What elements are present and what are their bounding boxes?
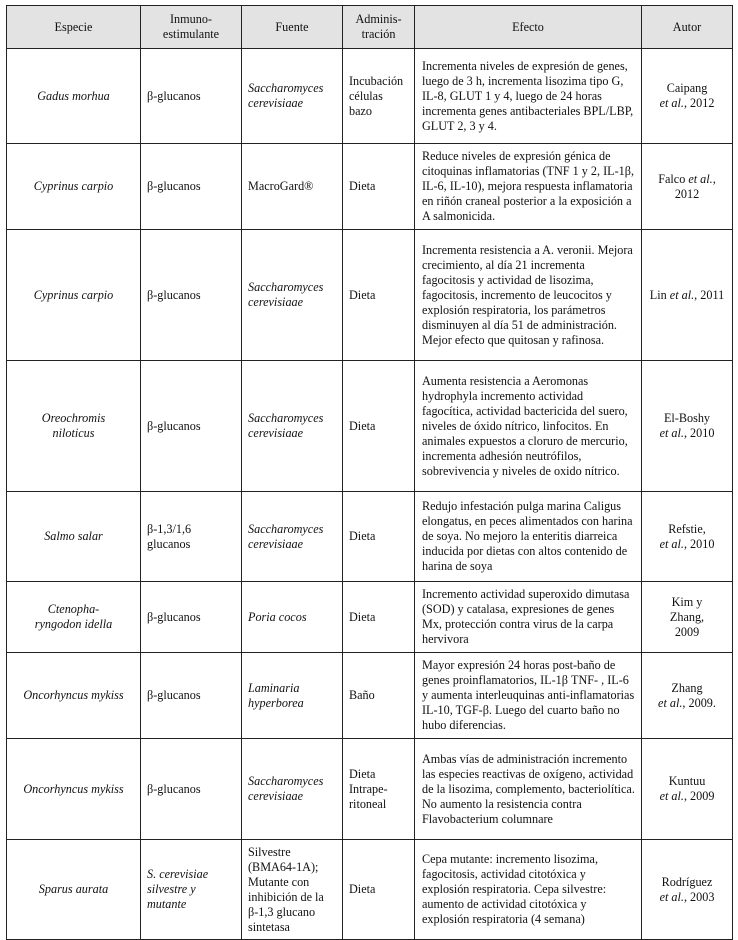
cell-fuente: Saccharomyces cerevisiaae <box>242 230 343 361</box>
cell-administracion: Dieta <box>343 582 415 653</box>
cell-especie: Salmo salar <box>7 492 141 582</box>
cell-efecto: Incrementa resistencia a A. veronii. Mejora crecimiento, al día 21 incrementa fagocitosis y actividad de lisozima, fagocitosis, incremento de leucocitos y explosión respiratoria, los parámetros disminuyen al día 51 de administración. Mejor efecto que quitosan y rafinosa. <box>415 230 642 361</box>
author-name: Zhang <box>671 680 703 695</box>
header-fuente: Fuente <box>242 6 343 49</box>
author-et-al: et al. <box>659 789 684 803</box>
cell-especie: Gadus morhua <box>7 49 141 144</box>
cell-inmunoestimulante: β-glucanos <box>141 361 242 492</box>
author-et-al: et al. <box>659 96 684 110</box>
table-row <box>7 361 733 492</box>
header-autor: Autor <box>642 6 733 49</box>
author-name: Falco <box>658 171 686 186</box>
author-name: Refstie, <box>668 521 706 536</box>
cell-especie: Ctenopha- ryngodon idella <box>7 582 141 653</box>
cell-inmunoestimulante: β-glucanos <box>141 230 242 361</box>
cell-especie: Oncorhyncus mykiss <box>7 653 141 739</box>
author-et-al: et al. <box>658 695 683 710</box>
table-row <box>7 739 733 840</box>
cell-administracion: Dieta <box>343 840 415 940</box>
author-year: , 2003 <box>683 889 715 904</box>
cell-efecto: Cepa mutante: incremento lisozima, fagocitosis, actividad citotóxica y explosión respiratoria. Cepa silvestre: aumento de actividad citotóxica y explosión respiratoria (4 semana) <box>415 840 642 940</box>
author-et-al: et al. <box>659 426 684 440</box>
header-especie: Especie <box>7 6 141 49</box>
cell-fuente: Saccharomyces cerevisiaae <box>242 739 343 840</box>
cell-autor <box>642 840 733 940</box>
cell-autor <box>642 739 733 840</box>
cell-administracion: Dieta <box>343 230 415 361</box>
cell-fuente: Saccharomyces cerevisiaae <box>242 361 343 492</box>
cell-fuente: Saccharomyces cerevisiaae <box>242 492 343 582</box>
cell-efecto: Ambas vías de administración incremento las especies reactivas de oxígeno, actividad de la lisozima, complemento, bacteriolítica. No aumento la resistencia contra Flavobacterium columnare <box>415 739 642 840</box>
author-et-al: et al. <box>659 536 684 551</box>
cell-inmunoestimulante: β-glucanos <box>141 49 242 144</box>
author-et-al: et al. <box>688 171 713 186</box>
table-row <box>7 49 733 144</box>
cell-autor <box>642 49 733 144</box>
table-row <box>7 144 733 230</box>
header-efecto: Efecto <box>415 6 642 49</box>
author-year: , 2009. <box>682 695 716 710</box>
author-year: , 2010 <box>683 536 715 551</box>
cell-especie: Cyprinus carpio <box>7 230 141 361</box>
cell-especie: Cyprinus carpio <box>7 144 141 230</box>
table-row <box>7 492 733 582</box>
cell-efecto: Incrementa niveles de expresión de genes, luego de 3 h, incrementa lisozima tipo G, IL-8, GLUT 1 y 4, luego de 24 horas incrementa genes antibacteriales BPL/LBP, GLUT 2, 3 y 4. <box>415 49 642 144</box>
cell-fuente: Saccharomyces cerevisiaae <box>242 49 343 144</box>
author-name: Kuntuu <box>668 774 706 788</box>
cell-fuente: Poria cocos <box>242 582 343 653</box>
cell-administracion: Dieta <box>343 361 415 492</box>
author-name: Lin <box>649 287 667 302</box>
cell-autor <box>642 144 733 230</box>
cell-fuente: Laminaria hyperborea <box>242 653 343 739</box>
table-row <box>7 840 733 940</box>
cell-efecto: Mayor expresión 24 horas post-baño de genes proinflamatorios, IL-1β TNF- , IL-6 y aumenta interleuquinas anti-inflamatorias IL-10, TGF-β. Luego del cuarto baño no hubo diferencias. <box>415 653 642 739</box>
cell-inmunoestimulante: β-glucanos <box>141 739 242 840</box>
cell-autor <box>642 230 733 361</box>
header-administracion: Adminis- tración <box>343 6 415 49</box>
cell-efecto: Reduce niveles de expresión génica de citoquinas inflamatorias (TNF 1 y 2, IL-1β, IL-6, IL-10), mejora respuesta inflamatoria en riñón craneal posterior a la exposición a A salmonicida. <box>415 144 642 230</box>
author-year: , 2012 <box>674 171 716 201</box>
immunostimulant-table <box>6 5 733 940</box>
cell-autor <box>642 361 733 492</box>
author-year: , 2010 <box>683 426 715 440</box>
cell-fuente: Silvestre (BMA64-1A); Mutante con inhibición de la β-1,3 glucano sintetasa <box>242 840 343 940</box>
cell-inmunoestimulante: β-glucanos <box>141 653 242 739</box>
author-year: , 2011 <box>694 287 725 302</box>
author-name: El-Boshy <box>663 411 711 425</box>
cell-administracion: Incubación células bazo <box>343 49 415 144</box>
cell-especie: Sparus aurata <box>7 840 141 940</box>
cell-efecto: Aumenta resistencia a Aeromonas hydrophyla incremento actividad fagocítica, actividad bactericida del suero, niveles de óxido nítrico, linfocitos. En animales expuestos a cloruro de mercurio, incrementa adhesión neutrófilos, sobrevivencia y niveles de oxido nítrico. <box>415 361 642 492</box>
author-name: Caipang <box>666 81 708 95</box>
cell-especie: Oncorhyncus mykiss <box>7 739 141 840</box>
author-et-al: et al. <box>659 889 684 904</box>
cell-autor <box>642 653 733 739</box>
cell-administracion: Baño <box>343 653 415 739</box>
author-year: , 2009 <box>683 789 715 803</box>
table-row <box>7 230 733 361</box>
cell-especie: Oreochromis niloticus <box>7 361 141 492</box>
cell-inmunoestimulante: β-glucanos <box>141 144 242 230</box>
table-row <box>7 582 733 653</box>
table-row <box>7 653 733 739</box>
header-inmunoestimulante: Inmuno- estimulante <box>141 6 242 49</box>
cell-inmunoestimulante: β-glucanos <box>141 582 242 653</box>
cell-efecto: Incremento actividad superoxido dimutasa (SOD) y catalasa, expresiones de genes Mx, protección contra virus de la carpa hervivora <box>415 582 642 653</box>
cell-fuente: MacroGard® <box>242 144 343 230</box>
cell-autor <box>642 492 733 582</box>
cell-administracion: Dieta <box>343 492 415 582</box>
author-name: Rodríguez <box>661 874 713 889</box>
cell-efecto: Redujo infestación pulga marina Caligus elongatus, en peces alimentados con harina de soya. No mejoro la enteritis diarreica inducida por dietas con altos contenido de harina de soya <box>415 492 642 582</box>
cell-autor: Kim y Zhang, 2009 <box>642 582 733 653</box>
cell-inmunoestimulante: β-1,3/1,6 glucanos <box>141 492 242 582</box>
author-year: , 2012 <box>683 96 715 110</box>
cell-inmunoestimulante: S. cerevisiae silvestre y mutante <box>141 840 242 940</box>
cell-administracion: Dieta <box>343 144 415 230</box>
cell-administracion: Dieta Intrape- ritoneal <box>343 739 415 840</box>
table-wrapper <box>6 5 732 940</box>
header-row <box>7 6 733 49</box>
author-et-al: et al. <box>669 287 695 302</box>
